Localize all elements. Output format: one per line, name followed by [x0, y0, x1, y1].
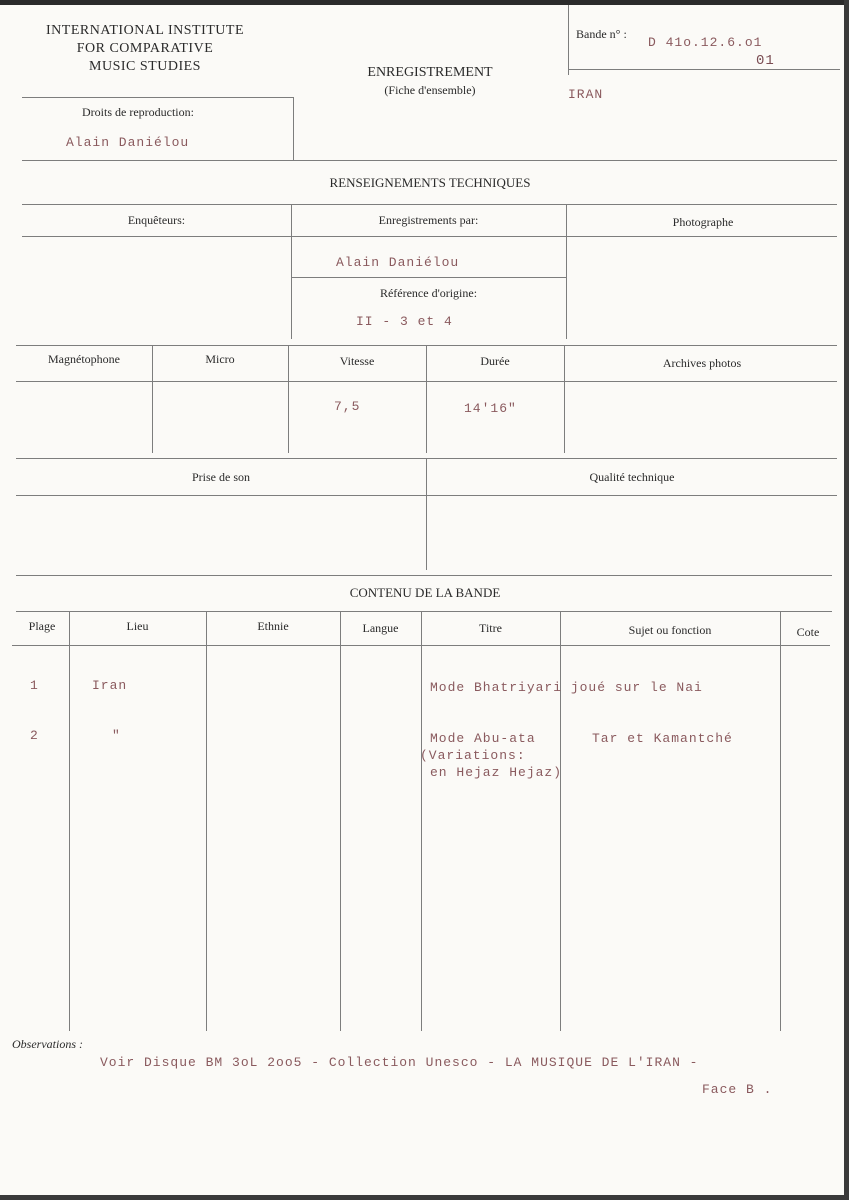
- contents-col-div-6: [780, 611, 781, 1031]
- rights-value: Alain Daniélou: [66, 135, 190, 150]
- contents-col-div-3: [340, 611, 341, 1031]
- col-lieu: Lieu: [126, 619, 149, 633]
- observations-label: Observations :: [12, 1037, 83, 1051]
- contents-section-title: CONTENU DE LA BANDE: [349, 585, 501, 600]
- row1-lieu: Iran: [92, 678, 128, 693]
- enqueteurs-header-top: [22, 204, 837, 205]
- row1-plage: 1: [30, 678, 39, 693]
- row2-lieu: ": [112, 728, 121, 743]
- observations-line2: Face B .: [702, 1082, 773, 1097]
- institute-name-line3: MUSIC STUDIES: [89, 59, 201, 74]
- bande-box-left: [568, 5, 569, 75]
- enqueteurs-label: Enquêteurs:: [127, 213, 186, 227]
- qualite-label: Qualité technique: [589, 470, 675, 484]
- col-plage: Plage: [28, 619, 56, 633]
- record-sheet: [0, 5, 844, 1195]
- row2-titre-cont-2: en Hejaz Hejaz): [430, 765, 563, 780]
- contents-col-div-4: [421, 611, 422, 1031]
- bande-box-bottom: [568, 69, 840, 70]
- rights-top-line: [22, 97, 294, 98]
- reference-divider: [291, 277, 566, 278]
- contents-col-div-5: [560, 611, 561, 1031]
- contents-header-top: [16, 611, 832, 612]
- equipment-header-bottom: [16, 381, 837, 382]
- col-cote: Cote: [796, 625, 820, 639]
- contents-col-div-2: [206, 611, 207, 1031]
- contents-col-div-1: [69, 611, 70, 1031]
- contents-header-bottom: [12, 645, 830, 646]
- form-subtitle: (Fiche d'ensemble): [384, 83, 476, 97]
- duree-value: 14'16": [464, 401, 517, 416]
- row2-titre-cont-1: (Variations:: [420, 748, 526, 763]
- country-value: IRAN: [568, 87, 604, 102]
- enregistrements-label: Enregistrements par:: [378, 213, 479, 227]
- magnetophone-label: Magnétophone: [48, 352, 120, 366]
- enregistrements-value: Alain Daniélou: [336, 255, 460, 270]
- col-ethnie: Ethnie: [257, 619, 289, 633]
- bande-extra: 01: [756, 53, 775, 69]
- row2-titre: Mode Abu-ata: [430, 731, 536, 746]
- row1-titre: Mode Bhatriyari joué sur le Nai: [430, 680, 703, 695]
- reference-value: II - 3 et 4: [356, 314, 453, 329]
- vitesse-label: Vitesse: [339, 354, 375, 368]
- col-titre: Titre: [479, 621, 502, 635]
- row2-plage: 2: [30, 728, 39, 743]
- rights-right-line: [293, 97, 294, 160]
- scan-edge-right: [844, 0, 849, 1200]
- row2-sujet: Tar et Kamantché: [592, 731, 733, 746]
- contents-top-line: [16, 575, 832, 576]
- technical-top-line: [22, 160, 837, 161]
- col-langue: Langue: [362, 621, 399, 635]
- enqueteurs-header-bottom: [22, 236, 837, 237]
- prise-label: Prise de son: [192, 470, 250, 484]
- rights-label: Droits de reproduction:: [82, 105, 194, 119]
- bande-label: Bande n° :: [576, 27, 627, 41]
- vitesse-value: 7,5: [334, 399, 361, 414]
- duree-label: Durée: [480, 354, 510, 368]
- institute-name-line1: INTERNATIONAL INSTITUTE: [46, 23, 244, 38]
- col-sujet: Sujet ou fonction: [628, 623, 712, 637]
- micro-label: Micro: [205, 352, 235, 366]
- photographe-label: Photographe: [672, 215, 734, 229]
- technical-section-title: RENSEIGNEMENTS TECHNIQUES: [329, 175, 531, 190]
- scan-edge-bottom: [0, 1195, 849, 1200]
- reference-label: Référence d'origine:: [379, 286, 478, 300]
- bande-number: D 41o.12.6.o1: [648, 35, 763, 50]
- archives-label: Archives photos: [662, 356, 742, 370]
- form-title: ENREGISTREMENT: [367, 65, 493, 80]
- institute-name-line2: FOR COMPARATIVE: [76, 41, 214, 56]
- observations-line1: Voir Disque BM 3oL 2oo5 - Collection Unesco - LA MUSIQUE DE L'IRAN -: [100, 1055, 699, 1070]
- prise-header-bottom: [16, 495, 837, 496]
